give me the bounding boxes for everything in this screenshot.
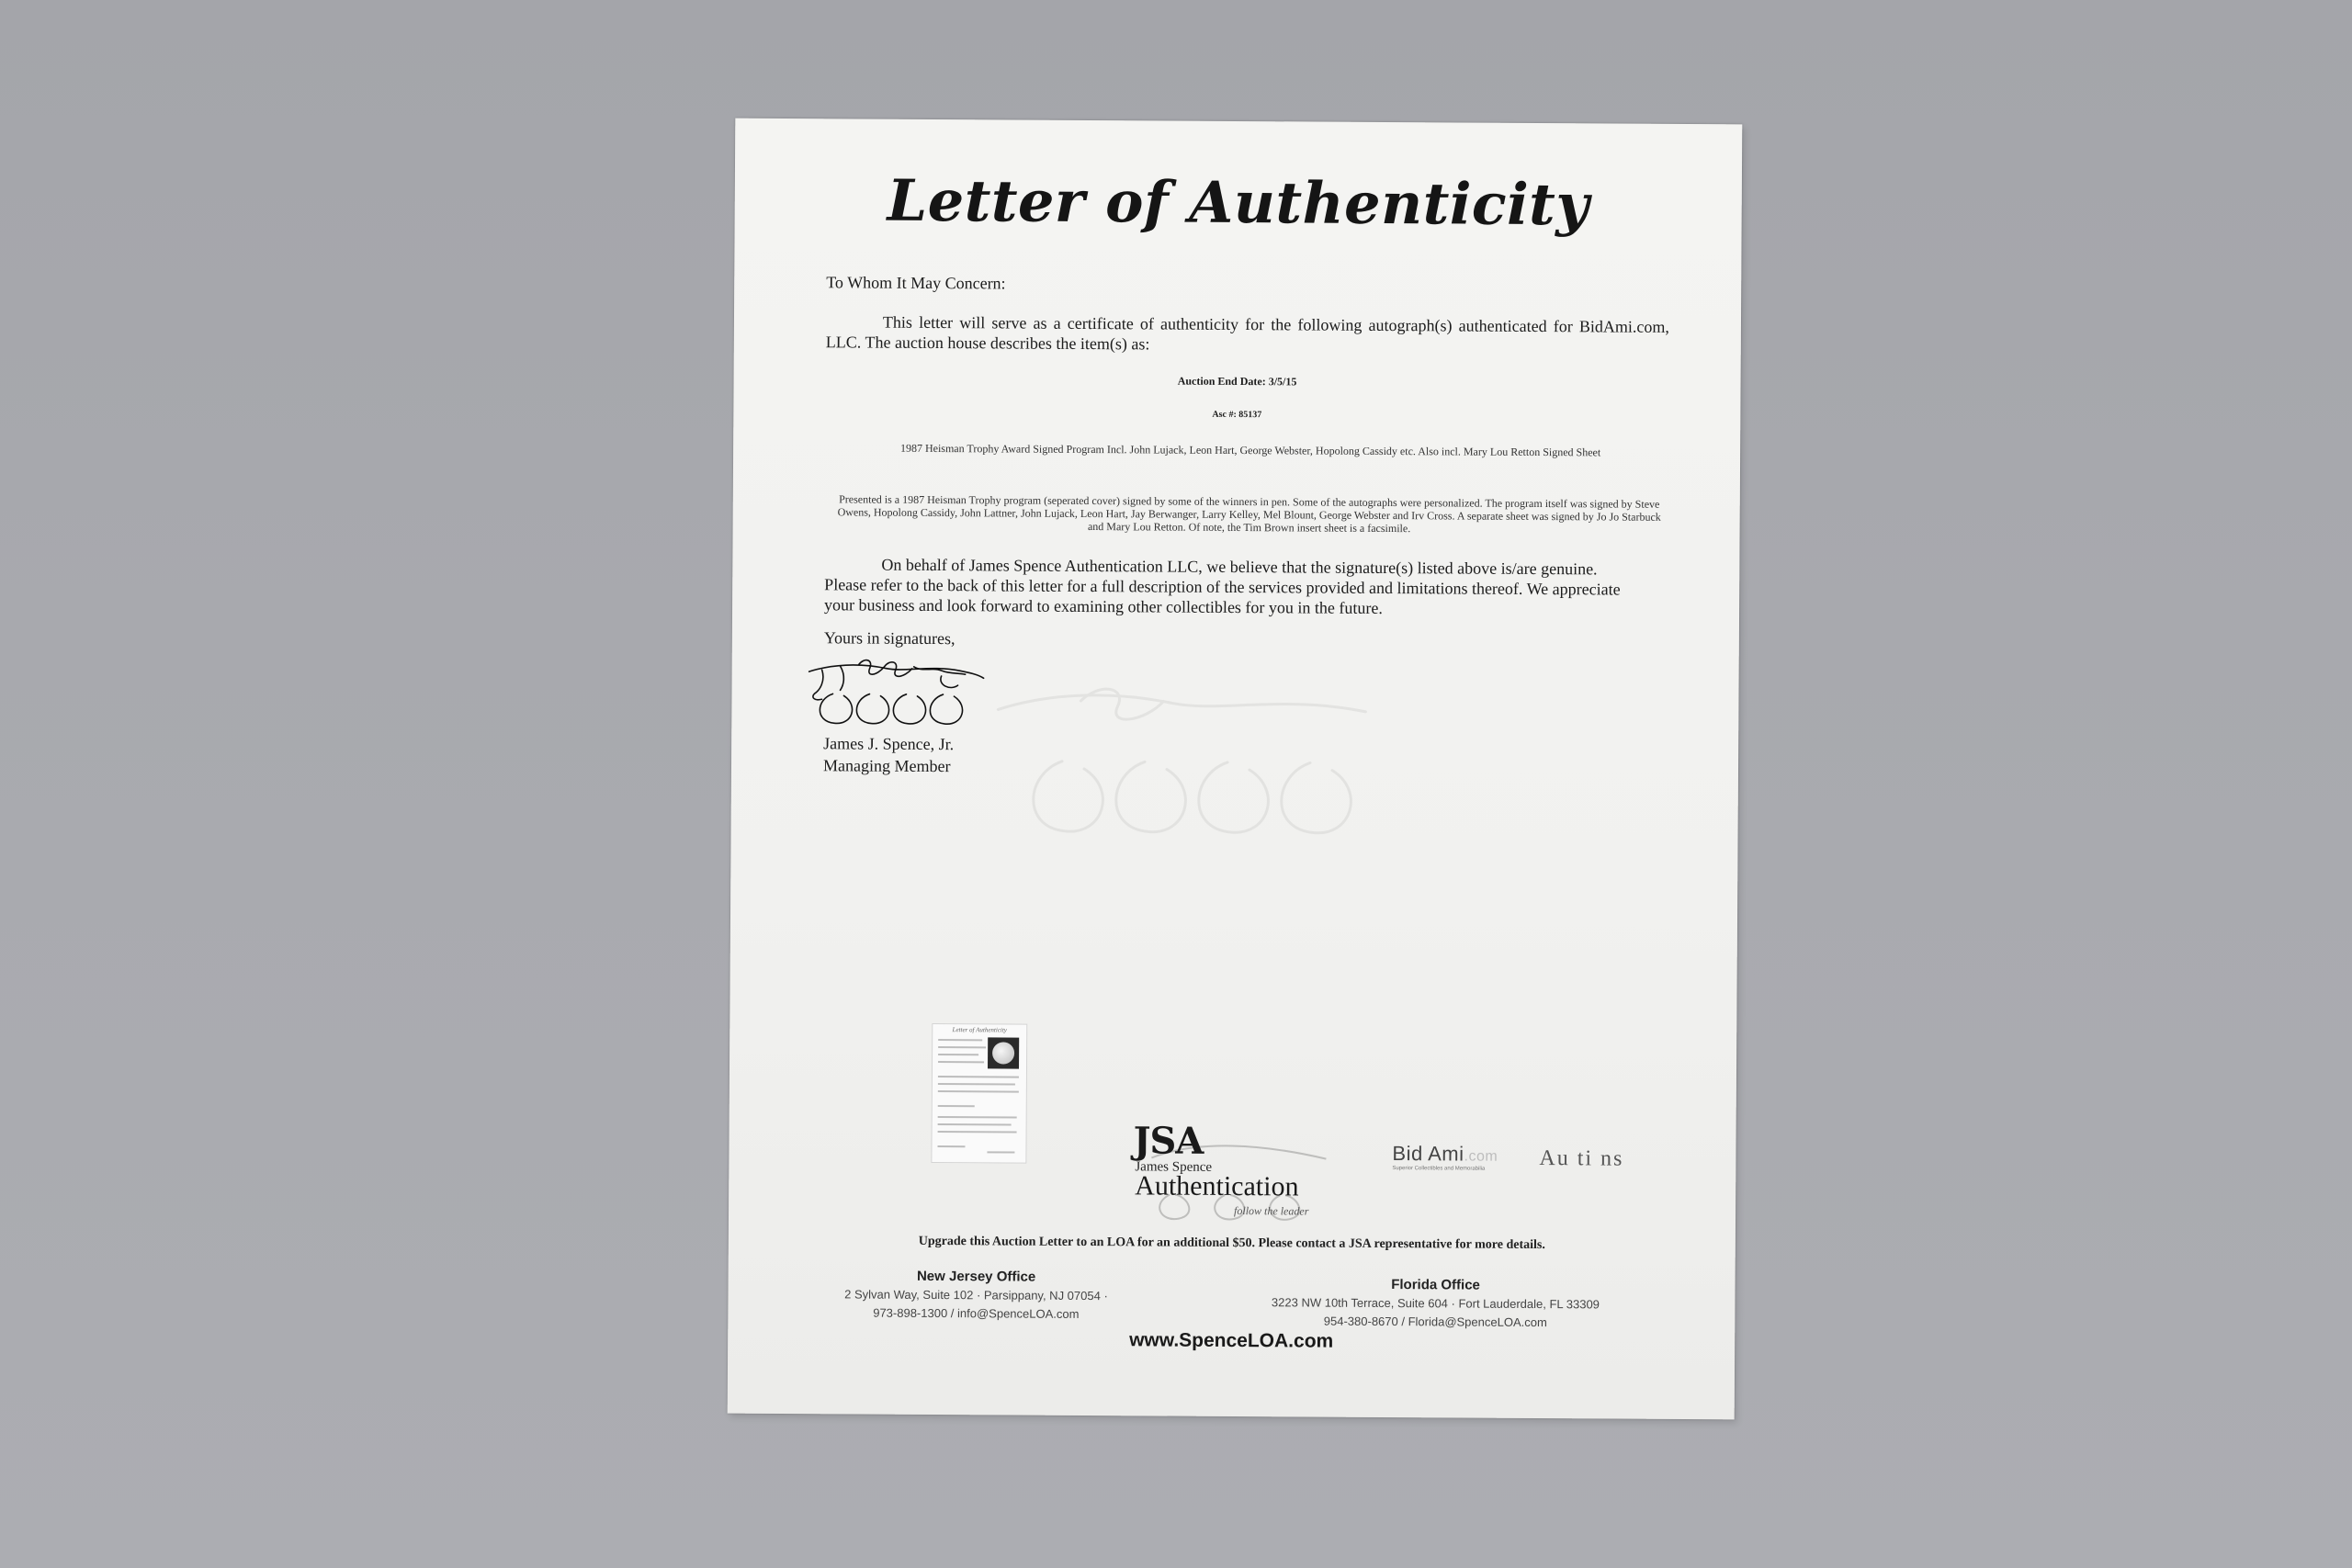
bidami-name-text: Bid Ami bbox=[1392, 1142, 1464, 1166]
fl-office bbox=[1261, 1275, 1610, 1332]
auction-end-date: Auction End Date: 3/5/15 bbox=[1177, 374, 1297, 389]
signer-name: James J. Spence, Jr. bbox=[823, 734, 955, 754]
upgrade-notice: Upgrade this Auction Letter to an LOA for an additional $50. Please contact a JSA representative for more details. bbox=[918, 1234, 1545, 1253]
signer-title: Managing Member bbox=[822, 756, 951, 776]
jsa-tagline: follow the leader bbox=[1234, 1204, 1309, 1218]
jsa-line1: James Spence bbox=[1135, 1159, 1213, 1175]
bidami-subtitle: Superior Collectibles and Memorabilia bbox=[1392, 1166, 1486, 1172]
letter-title: Letter of Authenticity bbox=[887, 166, 1590, 239]
intro-paragraph: This letter will serve as a certificate of authenticity for the following autograph(s) authenticated for BidAmi.com, LLC. The auction house describes the item(s) as: bbox=[825, 312, 1670, 354]
website-link[interactable]: www.SpenceLOA.com bbox=[1129, 1329, 1334, 1352]
jsa-logo bbox=[1114, 1119, 1345, 1222]
item-description: Presented is a 1987 Heisman Trophy program (seperated cover) signed by some of the winners in pen. Some of the autographs were personalized. The program itself was signed by Steve Owens, Hopolong Cassidy, John Lattner, John Lujack, Leon Hart, Jay Berwanger, Larry Kelley, Mel Blount, George Webster and Irv Cross. A separate sheet was signed by Jo Jo Starbuck and Mary Lou Retton. Of note, the Tim Brown insert sheet is a facsimile. bbox=[837, 492, 1661, 536]
nj-office bbox=[838, 1267, 1114, 1324]
fl-office-title: Florida Office bbox=[1391, 1277, 1480, 1293]
signer-block bbox=[823, 732, 954, 777]
jsa-line2: Authentication bbox=[1135, 1170, 1299, 1202]
nj-office-address: 2 Sylvan Way, Suite 102 · Parsippany, NJ 07054 · bbox=[844, 1287, 1108, 1303]
letter-sheet bbox=[728, 118, 1743, 1420]
authenticity-statement: On behalf of James Spence Authentication LLC, we believe that the signature(s) listed above is/are genuine. Please refer to the back of this letter for a full description of the services provided and limitations thereof. We appreciate your business and look forward to examining other collectibles for you in the future. bbox=[824, 555, 1621, 617]
closing: Yours in signatures, bbox=[823, 628, 956, 649]
nj-office-contact: 973-898-1300 / info@SpenceLOA.com bbox=[873, 1305, 1080, 1321]
nj-office-title: New Jersey Office bbox=[916, 1268, 1036, 1285]
fl-office-contact: 954-380-8670 / Florida@SpenceLOA.com bbox=[1323, 1314, 1547, 1330]
bidami-name bbox=[1392, 1142, 1498, 1167]
jsa-mark: JSA bbox=[1133, 1119, 1204, 1163]
thumbnail-caption: Letter of Authenticity bbox=[952, 1026, 1007, 1034]
salutation: To Whom It May Concern: bbox=[826, 273, 1006, 293]
loa-thumbnail bbox=[931, 1023, 1027, 1164]
item-title: 1987 Heisman Trophy Award Signed Program Incl. John Lujack, Leon Hart, George Webster, Hopolong Cassidy etc. Also incl. Mary Lou Retton Signed Sheet bbox=[899, 441, 1601, 459]
fl-office-address: 3223 NW 10th Terrace, Suite 604 · Fort Lauderdale, FL 33309 bbox=[1271, 1295, 1600, 1312]
bidami-auctions: Au ti ns bbox=[1539, 1146, 1624, 1171]
bidami-suffix: .com bbox=[1464, 1148, 1498, 1165]
signature-image bbox=[803, 653, 987, 728]
bidami-logo bbox=[1392, 1142, 1649, 1188]
baseball-photo bbox=[988, 1037, 1019, 1068]
asc-number: Asc #: 85137 bbox=[1212, 409, 1262, 421]
watermark-signature bbox=[989, 672, 1375, 840]
